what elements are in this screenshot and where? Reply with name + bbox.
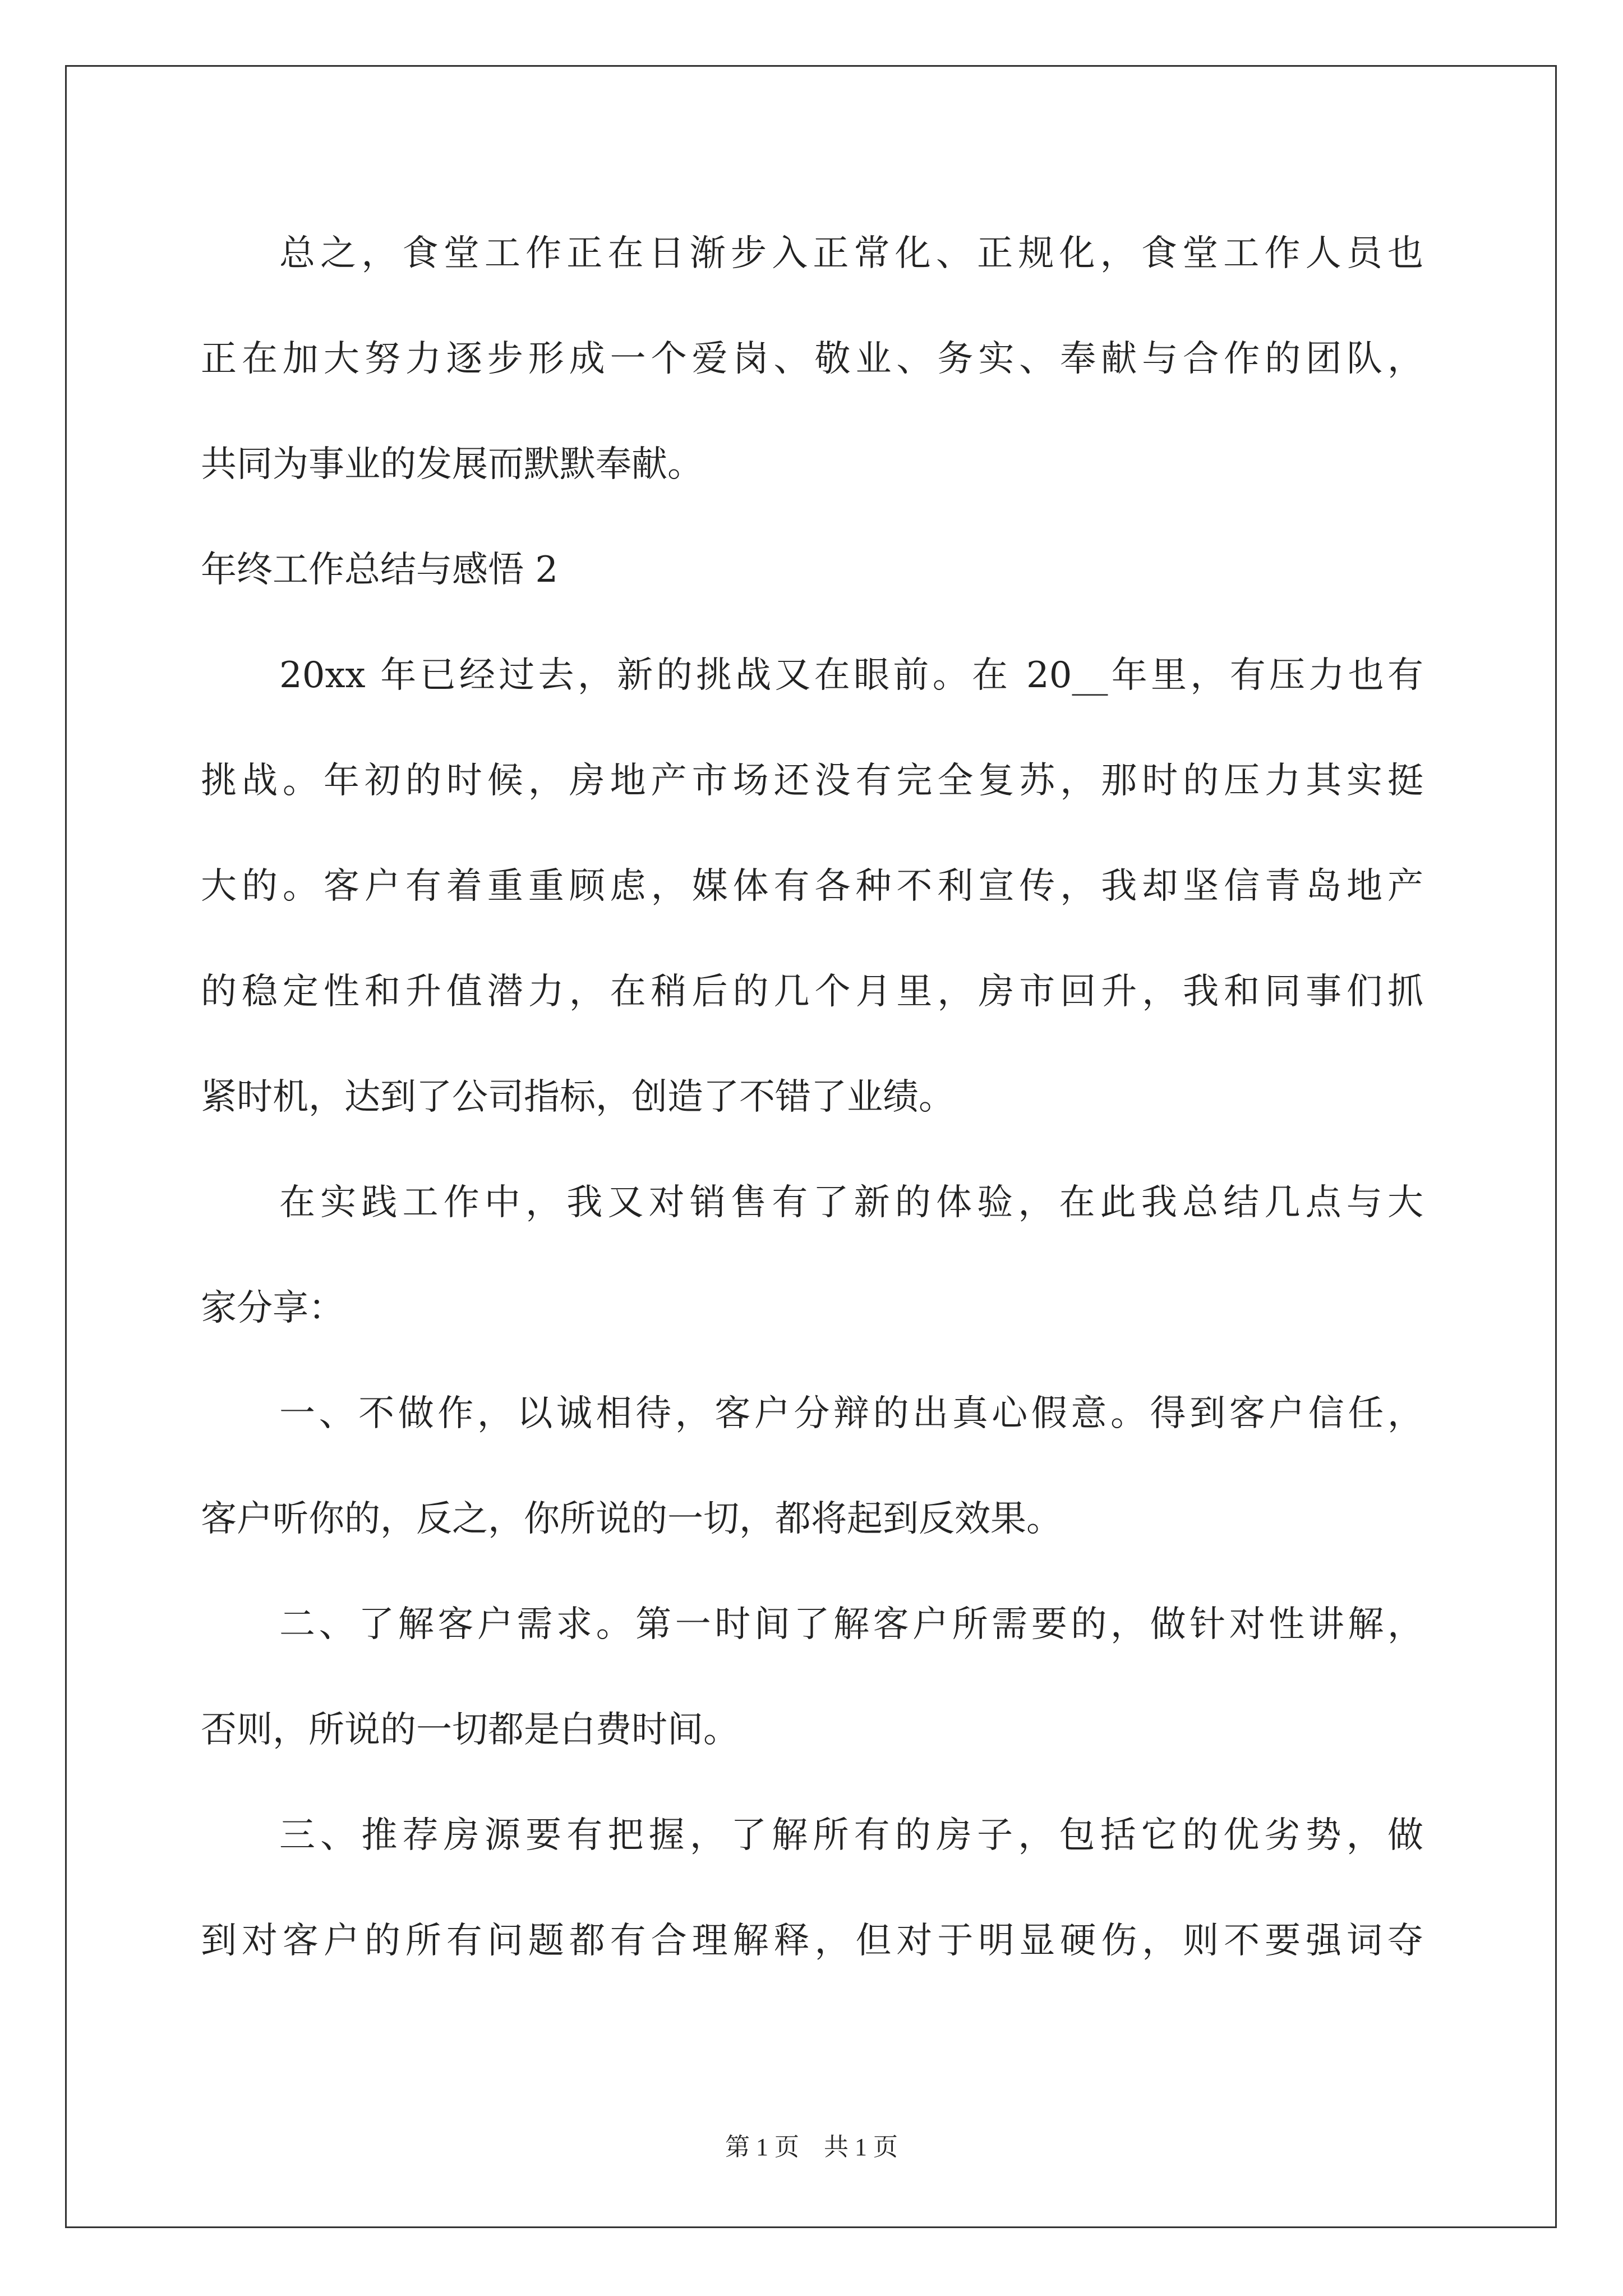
text-line: 一、不做作，以诚相待，客户分辩的出真心假意。得到客户信任， — [279, 1393, 1423, 1434]
text-line: 家分享： — [201, 1287, 344, 1329]
text-line: 紧时机，达到了公司指标，创造了不错了业绩。 — [201, 1076, 955, 1118]
text-line: 在实践工作中，我又对销售有了新的体验，在此我总结几点与大 — [279, 1182, 1423, 1223]
text-line: 共同为事业的发展而默默奉献。 — [201, 444, 703, 485]
text-line: 否则，所说的一切都是白费时间。 — [201, 1709, 739, 1751]
text-line: 大的。客户有着重重顾虑，媒体有各种不利宣传，我却坚信青岛地产 — [201, 866, 1423, 907]
text-line: 正在加大努力逐步形成一个爱岗、敬业、务实、奉献与合作的团队， — [201, 338, 1423, 380]
page-number-footer: 第 1 页 共 1 页 — [725, 2133, 898, 2161]
text-line: 到对客户的所有问题都有合理解释，但对于明显硬伤，则不要强词夺 — [201, 1920, 1423, 1962]
text-line: 二、了解客户需求。第一时间了解客户所需要的，做针对性讲解， — [279, 1604, 1423, 1645]
page-border — [65, 65, 1557, 2228]
text-line: 的稳定性和升值潜力，在稍后的几个月里，房市回升，我和同事们抓 — [201, 971, 1423, 1013]
text-line: 总之，食堂工作正在日渐步入正常化、正规化，食堂工作人员也 — [279, 233, 1423, 274]
text-line: 20xx 年已经过去，新的挑战又在眼前。在 20__年里，有压力也有 — [279, 655, 1423, 696]
text-line: 客户听你的，反之，你所说的一切，都将起到反效果。 — [201, 1498, 1062, 1540]
section-heading: 年终工作总结与感悟 2 — [201, 549, 559, 591]
text-line: 挑战。年初的时候，房地产市场还没有完全复苏，那时的压力其实挺 — [201, 760, 1423, 802]
text-line: 三、推荐房源要有把握，了解所有的房子，包括它的优劣势，做 — [279, 1815, 1423, 1856]
